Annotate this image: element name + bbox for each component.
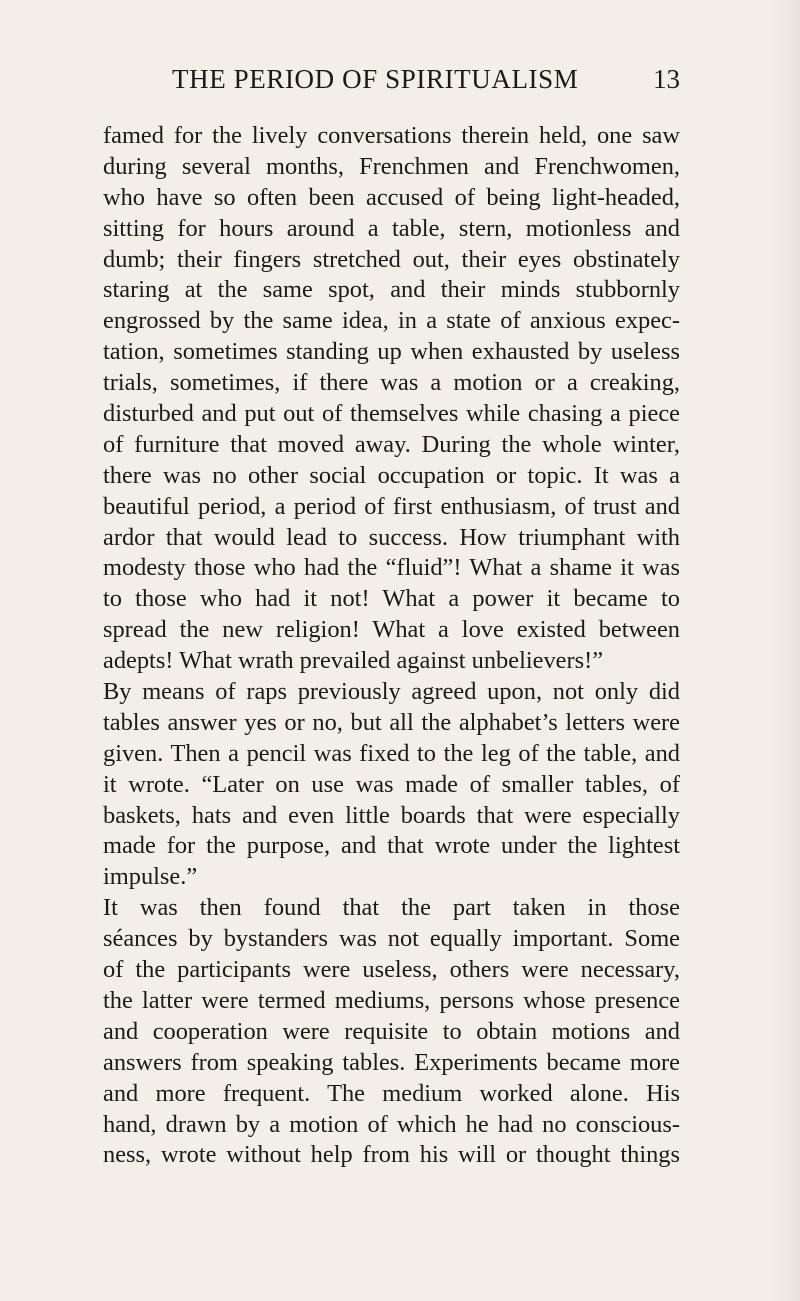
text-line: engrossed by the same idea, in a state of anxious expec-	[103, 307, 680, 335]
text-line: disturbed and put out of themselves while chasing a piece	[103, 400, 680, 428]
text-line: given. Then a pencil was fixed to the leg of the table, and	[103, 739, 680, 767]
text-line: staring at the same spot, and their minds stubbornly	[103, 276, 680, 304]
text-line: hand, drawn by a motion of which he had no conscious-	[103, 1110, 680, 1138]
text-line: answers from speaking tables. Experiments became more	[103, 1048, 680, 1076]
text-line: sitting for hours around a table, stern, motionless and	[103, 214, 680, 242]
text-line: made for the purpose, and that wrote under the lightest	[103, 832, 680, 860]
text-line: and cooperation were requisite to obtain motions and	[103, 1017, 680, 1045]
text-line: to those who had it not! What a power it became to	[103, 585, 680, 613]
text-line: impulse.”	[103, 863, 198, 891]
text-line: of furniture that moved away. During the whole winter,	[103, 430, 680, 458]
text-line: baskets, hats and even little boards that were especially	[103, 801, 680, 829]
text-line: beautiful period, a period of first enthusiasm, of trust and	[103, 492, 680, 520]
text-line: ness, wrote without help from his will or thought things	[103, 1141, 680, 1169]
text-line: and more frequent. The medium worked alone. His	[103, 1079, 680, 1107]
text-line: séances by bystanders was not equally important. Some	[103, 925, 680, 953]
text-line: of the participants were useless, others were necessary,	[103, 956, 680, 984]
text-line: during several months, Frenchmen and Frenchwomen,	[103, 152, 680, 180]
text-line: spread the new religion! What a love existed between	[103, 616, 680, 644]
text-line: tables answer yes or no, but all the alphabet’s letters were	[103, 708, 680, 736]
text-line: modesty those who had the “fluid”! What a shame it was	[103, 554, 680, 582]
text-line: dumb; their fingers stretched out, their eyes obstinately	[103, 245, 680, 273]
text-line: famed for the lively conversations therein held, one saw	[103, 122, 680, 149]
text-line: trials, sometimes, if there was a motion or a creaking,	[103, 369, 680, 397]
running-head	[172, 64, 680, 104]
text-line: who have so often been accused of being light-headed,	[103, 183, 680, 211]
text-line: it wrote. “Later on use was made of smaller tables, of	[103, 770, 680, 798]
text-line: tation, sometimes standing up when exhausted by useless	[103, 338, 680, 366]
page-edge-shadow	[772, 0, 800, 1301]
body-text	[103, 121, 680, 1171]
text-line: ardor that would lead to success. How triumphant with	[103, 523, 680, 551]
page-number: 13	[653, 64, 680, 94]
text-line: there was no other social occupation or topic. It was a	[103, 461, 680, 489]
text-line: It was then found that the part taken in those	[103, 894, 680, 922]
running-title: THE PERIOD OF SPIRITUALISM	[172, 64, 579, 94]
text-line: the latter were termed mediums, persons whose presence	[103, 986, 680, 1014]
text-line: By means of raps previously agreed upon, not only did	[103, 678, 680, 706]
text-line: adepts! What wrath prevailed against unbelievers!”	[103, 647, 604, 675]
